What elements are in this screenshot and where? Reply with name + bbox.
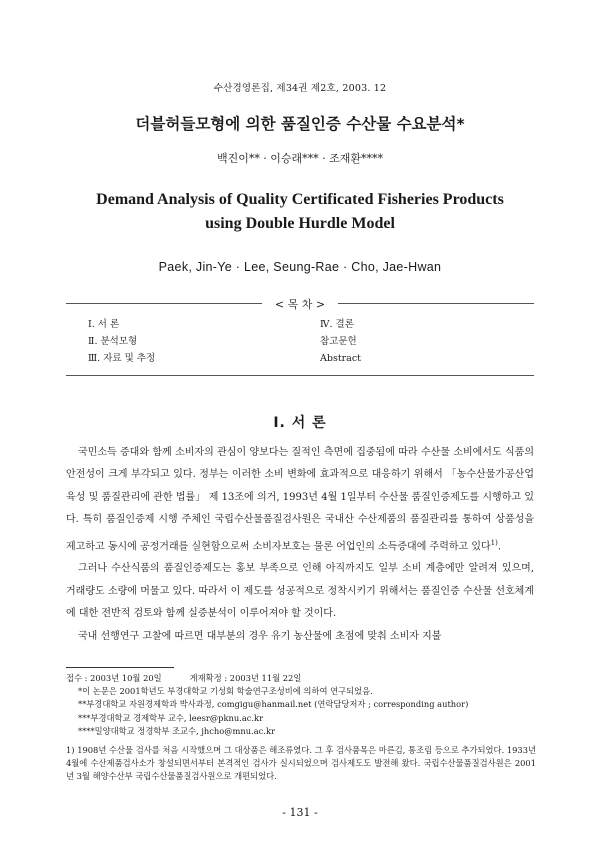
korean-authors: 백진이** · 이승래*** · 조재환**** xyxy=(216,152,384,165)
korean-title: 더블허들모형에 의한 품질인증 수산물 수요분석* xyxy=(135,115,465,133)
toc-right-column xyxy=(320,316,361,367)
english-title xyxy=(0,188,600,236)
toc-item-model: Ⅱ. 분석모형 xyxy=(88,336,138,347)
toc-item-introduction: Ⅰ. 서 론 xyxy=(88,319,120,330)
toc-left-column xyxy=(88,316,155,367)
paragraph-3: 국내 선행연구 고찰에 따르면 대부분의 경우 유기 농산물에 초점에 맞춰 소비자 지불 xyxy=(78,630,442,642)
page-number: - 131 - xyxy=(282,806,318,819)
footnote-1-text: 1908년 수산물 검사를 처음 시작했으며 그 대상품은 해조류였다. 그 후 검사품목은 마른김, 통조림 등으로 추가되었다. 1933년 4월에 수산제품검사소가 창설되면서부터 본격적인 검사가 실시되었으며 검사제도도 발전해 왔다. 국립수산물품질검사원은 2001년 3월 해양수산부 국립수산물품질검사원으로 개편되었다. xyxy=(66,745,536,782)
paragraph-2: 그러나 수산식품의 품질인증제도는 홍보 부족으로 인해 아직까지도 일부 소비 계층에만 알려져 있으며, 거래량도 소량에 머물고 있다. 따라서 이 제도를 성공적으로 정착시키기 위해서는 품질인증 수산물 선호체계에 대한 전반적 검토와 함께 실증분석이 이루어져야 할 것이다. xyxy=(66,563,534,620)
footnote-1 xyxy=(66,744,536,784)
section-heading-introduction: Ⅰ. 서 론 xyxy=(273,415,327,431)
accepted-date: 게재확정 : 2003년 11월 22일 xyxy=(189,673,302,683)
toc-item-abstract: Abstract xyxy=(320,353,361,364)
english-title-line-1: Demand Analysis of Quality Certificated Fisheries Products xyxy=(96,191,504,208)
toc-item-data: Ⅲ. 자료 및 추정 xyxy=(88,353,156,364)
english-authors: Paek, Jin-Ye · Lee, Seung-Rae · Cho, Jae-Hwan xyxy=(158,260,442,274)
paragraph-1-text: 국민소득 증대와 함께 소비자의 관심이 양보다는 질적인 측면에 집중됨에 따라 수산물 소비에서도 식품의 안전성이 크게 부각되고 있다. 정부는 이러한 소비 변화에 효과적으로 대응하기 위해서 「농수산물가공산업육성 및 품질관리에 관한 법률」 제 13조에 의거, 1993년 4월 1일부터 수산물 품질인증제도를 시행하고 있다. 특히 품질인증제 시행 주체인 국립수산물품질검사원은 국내산 수산제품의 품질관리를 통하여 상품성을 제고하고 동시에 공정거래를 실현함으로써 소비자보호는 물론 어업인의 소득증대에 주력하고 있다 xyxy=(66,447,534,552)
footnote-1-number: 1) xyxy=(66,745,75,756)
footnote-rule xyxy=(66,667,174,668)
author-note-1: **부경대학교 자원경제학과 박사과정, comgigu@hanmail.net (연락담당저자 ; corresponding author) xyxy=(78,699,469,710)
paragraph-1: 국민소득 증대와 함께 소비자의 관심이 양보다는 질적인 측면에 집중됨에 따라 수산물 소비에서도 식품의 안전성이 크게 부각되고 있다. 정부는 이러한 소비 변화에 효과적으로 대응하기 위해서 「농수산물가공산업육성 및 품질관리에 관한 법률」 제 13조에 의거, 1993년 4월 1일부터 수산물 품질인증제도를 시행하고 있다. 특히 품질인증제 시행 주체인 국립수산물품질검사원은 국내산 수산제품의 품질관리를 통하여 상품성을 제고하고 동시에 공정거래를 실현함으로써 소비자보호는 물론 어업인의 소득증대에 주력하고 있다$^{1)}$. xyxy=(66,447,534,552)
footnotes xyxy=(66,672,536,784)
toc-bottom-rule xyxy=(66,375,534,376)
author-note-3: ****밀양대학교 정경학부 조교수, jhcho@mnu.ac.kr xyxy=(78,725,275,736)
received-date: 접수 : 2003년 10월 20일 xyxy=(66,673,162,683)
footnote-ref-1: 1) xyxy=(490,538,498,547)
toc-heading: < 목 차 > xyxy=(274,298,326,311)
toc-item-conclusion: Ⅳ. 결론 xyxy=(320,319,354,330)
journal-header: 수산경영론집, 제34권 제2호, 2003. 12 xyxy=(213,83,387,94)
toc-item-references: 참고문헌 xyxy=(320,336,357,347)
author-note-2: ***부경대학교 경제학부 교수, leesr@pknu.ac.kr xyxy=(78,712,264,723)
english-title-line-2: using Double Hurdle Model xyxy=(205,215,395,232)
funding-note: *이 논문은 2001학년도 부경대학교 기성회 학술연구조성비에 의하여 연구되었음. xyxy=(78,686,373,697)
body-text xyxy=(66,442,534,648)
submission-dates xyxy=(66,672,536,685)
toc-top-rule-right xyxy=(338,303,534,304)
